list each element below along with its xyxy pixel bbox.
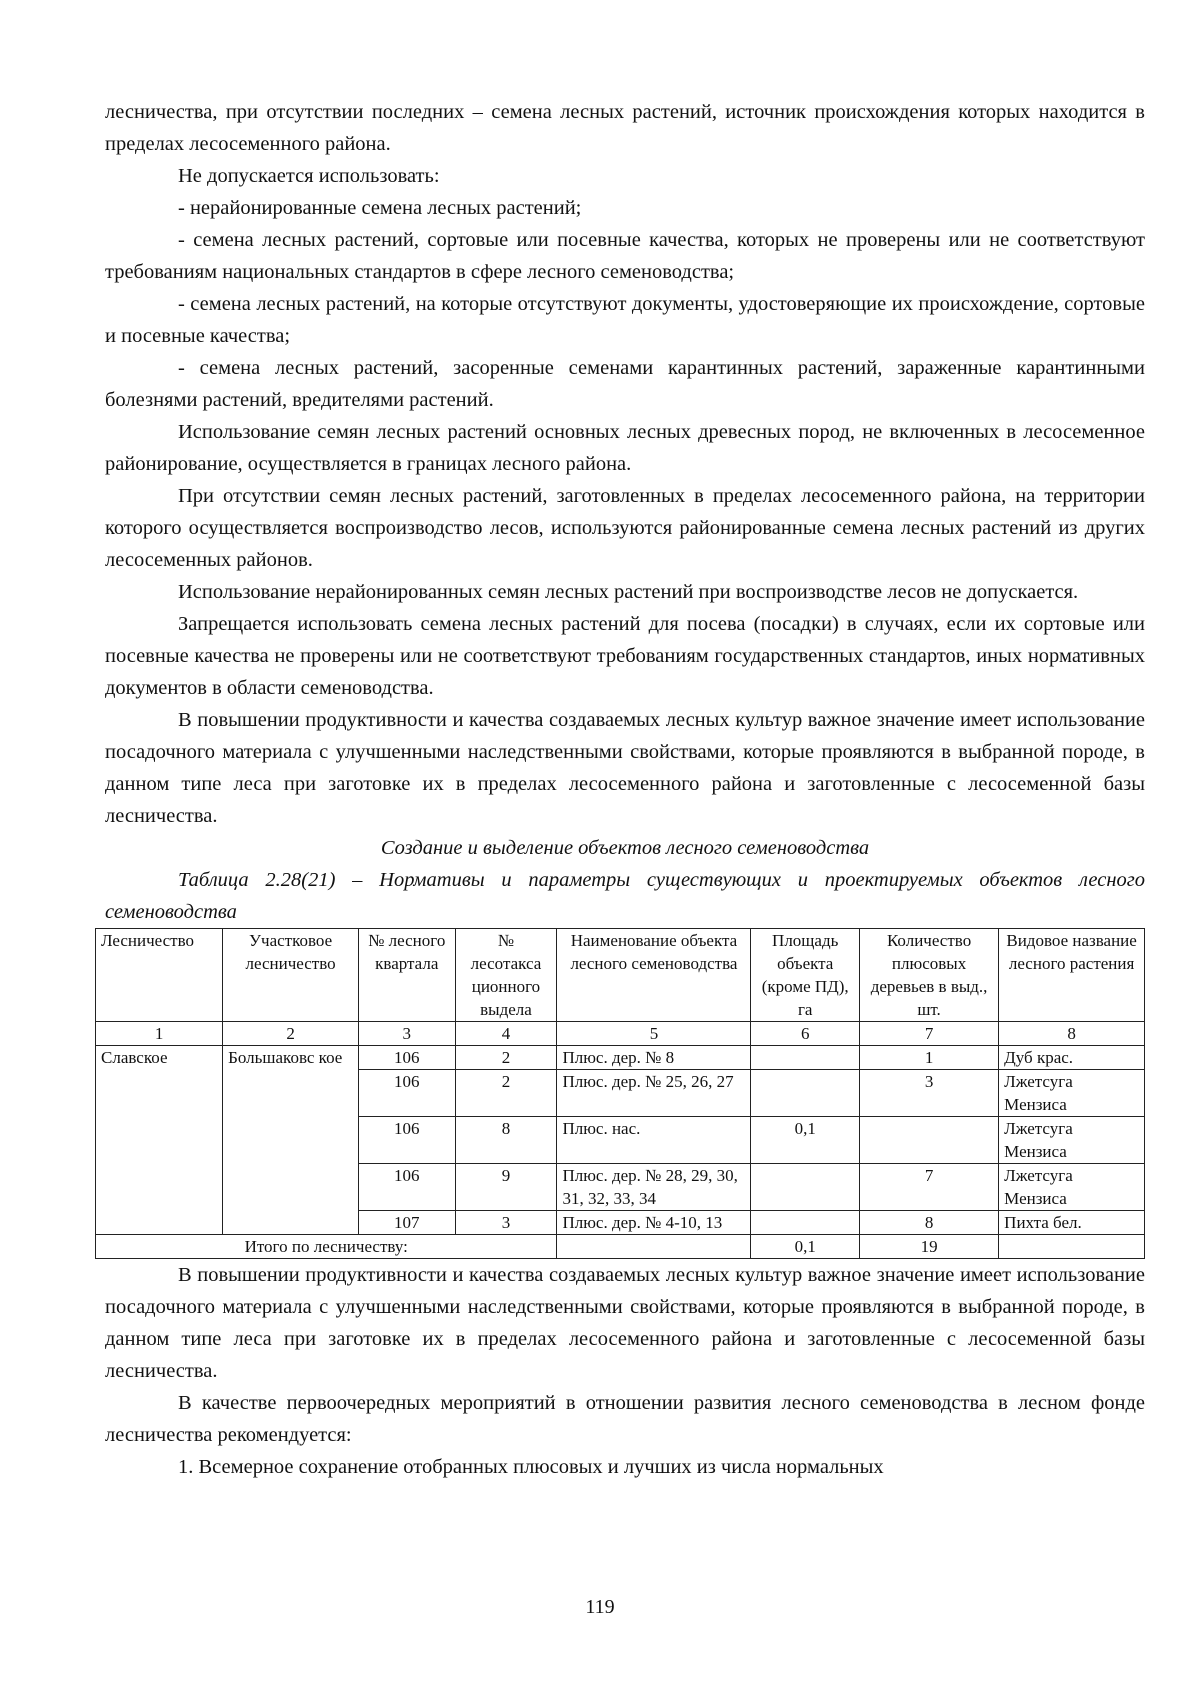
plot-cell: 9 xyxy=(455,1164,557,1211)
document-page xyxy=(101,96,1145,1483)
column-number: 2 xyxy=(223,1022,359,1046)
quarter-cell: 106 xyxy=(359,1046,455,1070)
seed-objects-table xyxy=(95,928,1145,1259)
plot-cell: 2 xyxy=(455,1046,557,1070)
species-cell: Дуб крас. xyxy=(999,1046,1145,1070)
count-cell: 3 xyxy=(859,1070,998,1117)
column-number: 6 xyxy=(751,1022,860,1046)
species-cell: Лжетсуга Мензиса xyxy=(999,1117,1145,1164)
header-plot: № лесотакса ционного выдела xyxy=(455,929,557,1022)
table-header-row xyxy=(96,929,1145,1022)
area-cell xyxy=(751,1164,860,1211)
paragraph: В повышении продуктивности и качества создаваемых лесных культур важное значение имеет использование посадочного материала с улучшенными наследственными свойствами, которые проявляются в выбранной породе, в данном типе леса при заготовке их в пределах лесосеменного района и заготовленные с лесосеменной базы лесничества. xyxy=(105,1264,1145,1382)
district-cell: Большаковс кое xyxy=(223,1046,359,1235)
column-number: 3 xyxy=(359,1022,455,1046)
count-cell: 8 xyxy=(859,1211,998,1235)
paragraph: Использование нерайонированных семян лесных растений при воспроизводстве лесов не допускается. xyxy=(178,581,1079,603)
forestry-cell: Славское xyxy=(96,1046,223,1235)
header-species: Видовое название лесного растения xyxy=(999,929,1145,1022)
quarter-cell: 107 xyxy=(359,1211,455,1235)
quarter-cell: 106 xyxy=(359,1117,455,1164)
quarter-cell: 106 xyxy=(359,1070,455,1117)
total-species-cell xyxy=(999,1235,1145,1259)
header-area: Площадь объекта (кроме ПД), га xyxy=(751,929,860,1022)
object-cell: Плюс. дер. № 28, 29, 30, 31, 32, 33, 34 xyxy=(557,1164,751,1211)
object-cell: Плюс. нас. xyxy=(557,1117,751,1164)
paragraph: Запрещается использовать семена лесных растений для посева (посадки) в случаях, если их сортовые или посевные качества не проверены или не соответствуют требованиям государственных стандартов, иных нормативных документов в области семеноводства. xyxy=(105,613,1145,699)
area-cell xyxy=(751,1211,860,1235)
paragraph: В качестве первоочередных мероприятий в отношении развития лесного семеноводства в лесном фонде лесничества рекомендуется: xyxy=(105,1392,1145,1446)
paragraph: - семена лесных растений, сортовые или посевные качества, которых не проверены или не соответствуют требованиям национальных стандартов в сфере лесного семеноводства; xyxy=(105,229,1145,283)
header-object: Наименование объекта лесного семеноводства xyxy=(557,929,751,1022)
total-count: 19 xyxy=(859,1235,998,1259)
column-number: 1 xyxy=(96,1022,223,1046)
section-heading: Создание и выделение объектов лесного семеноводства xyxy=(380,837,870,859)
body-text-top xyxy=(105,96,1145,832)
count-cell xyxy=(859,1117,998,1164)
count-cell: 7 xyxy=(859,1164,998,1211)
paragraph: - семена лесных растений, на которые отсутствуют документы, удостоверяющие их происхождение, сортовые и посевные качества; xyxy=(105,293,1145,347)
column-number: 7 xyxy=(859,1022,998,1046)
species-cell: Пихта бел. xyxy=(999,1211,1145,1235)
count-cell: 1 xyxy=(859,1046,998,1070)
paragraph: В повышении продуктивности и качества создаваемых лесных культур важное значение имеет использование посадочного материала с улучшенными наследственными свойствами, которые проявляются в выбранной породе, в данном типе леса при заготовке их в пределах лесосеменного района и заготовленные с лесосеменной базы лесничества. xyxy=(105,709,1145,827)
paragraph: Не допускается использовать: xyxy=(178,165,440,187)
object-cell: Плюс. дер. № 25, 26, 27 xyxy=(557,1070,751,1117)
area-cell: 0,1 xyxy=(751,1117,860,1164)
table-total-row xyxy=(96,1235,1145,1259)
plot-cell: 8 xyxy=(455,1117,557,1164)
column-number: 4 xyxy=(455,1022,557,1046)
table-caption: Таблица 2.28(21) – Нормативы и параметры существующих и проектируемых объектов лесного семеноводства xyxy=(105,869,1145,923)
object-cell: Плюс. дер. № 4-10, 13 xyxy=(557,1211,751,1235)
plot-cell: 3 xyxy=(455,1211,557,1235)
column-numbers-row xyxy=(96,1022,1145,1046)
paragraph: 1. Всемерное сохранение отобранных плюсовых и лучших из числа нормальных xyxy=(178,1456,884,1478)
header-forestry: Лесничество xyxy=(96,929,223,1022)
plot-cell: 2 xyxy=(455,1070,557,1117)
paragraph: лесничества, при отсутствии последних – семена лесных растений, источник происхождения которых находится в пределах лесосеменного района. xyxy=(105,101,1145,155)
column-number: 5 xyxy=(557,1022,751,1046)
paragraph: Использование семян лесных растений основных лесных древесных пород, не включенных в лесосеменное районирование, осуществляется в границах лесного района. xyxy=(105,421,1145,475)
species-cell: Лжетсуга Мензиса xyxy=(999,1070,1145,1117)
total-label: Итого по лесничеству: xyxy=(96,1235,557,1259)
paragraph: - семена лесных растений, засоренные семенами карантинных растений, зараженные карантинными болезнями растений, вредителями растений. xyxy=(105,357,1145,411)
header-district: Участковое лесничество xyxy=(223,929,359,1022)
column-number: 8 xyxy=(999,1022,1145,1046)
table-row xyxy=(96,1046,1145,1070)
header-count: Количество плюсовых деревьев в выд., шт. xyxy=(859,929,998,1022)
area-cell xyxy=(751,1070,860,1117)
paragraph: - нерайонированные семена лесных растений; xyxy=(178,197,582,219)
total-object-cell xyxy=(557,1235,751,1259)
area-cell xyxy=(751,1046,860,1070)
quarter-cell: 106 xyxy=(359,1164,455,1211)
body-text-bottom xyxy=(105,1259,1145,1483)
total-area: 0,1 xyxy=(751,1235,860,1259)
header-quarter: № лесного квартала xyxy=(359,929,455,1022)
paragraph: При отсутствии семян лесных растений, заготовленных в пределах лесосеменного района, на территории которого осуществляется воспроизводство лесов, используются районированные семена лесных растений из других лесосеменных районов. xyxy=(105,485,1145,571)
object-cell: Плюс. дер. № 8 xyxy=(557,1046,751,1070)
page-number: 119 xyxy=(585,1596,615,1618)
species-cell: Лжетсуга Мензиса xyxy=(999,1164,1145,1211)
